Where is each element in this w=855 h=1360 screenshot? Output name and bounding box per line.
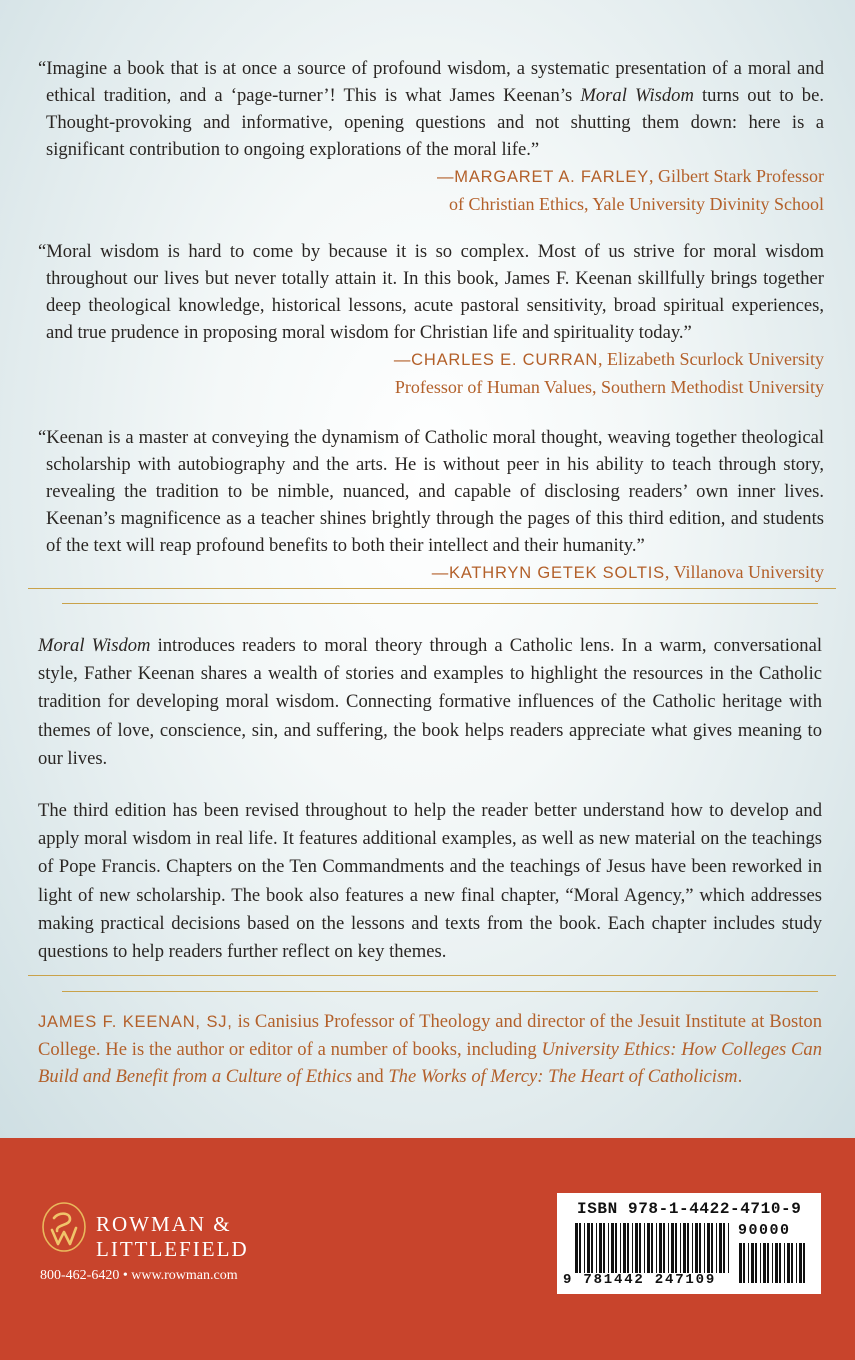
endorser-title-cont: Professor of Human Values, Southern Methodist University xyxy=(394,377,824,397)
barcode-bar xyxy=(599,1223,602,1273)
ean-number: 9 781442 247109 xyxy=(563,1272,717,1288)
barcode-bar xyxy=(739,1243,742,1283)
endorser-name: —KATHRYN GETEK SOLTIS xyxy=(431,564,665,582)
divider-rule xyxy=(28,975,836,976)
barcode-bar xyxy=(683,1223,686,1273)
barcode-bar xyxy=(743,1243,745,1283)
barcode-bar xyxy=(623,1223,626,1273)
barcode-bar xyxy=(596,1223,597,1273)
barcode-bar xyxy=(711,1223,713,1273)
barcode-bar xyxy=(659,1223,662,1273)
price-addon-code: 90000 xyxy=(738,1222,791,1239)
barcode-bar xyxy=(620,1223,621,1273)
barcode-bar xyxy=(635,1223,638,1273)
barcode-bar xyxy=(668,1223,669,1273)
author-name: JAMES F. KEENAN, SJ, xyxy=(38,1013,233,1031)
barcode-bar xyxy=(695,1223,698,1273)
endorser-name: —MARGARET A. FARLEY xyxy=(436,168,650,186)
endorsement-2 xyxy=(38,238,824,401)
endorsement-1 xyxy=(38,55,824,218)
barcode-bar xyxy=(615,1223,617,1273)
barcode-bar xyxy=(584,1223,585,1273)
barcode-bar xyxy=(755,1243,757,1283)
book-description xyxy=(38,632,822,966)
barcode-bar xyxy=(647,1223,650,1273)
barcode-bar xyxy=(639,1223,641,1273)
barcode-bar xyxy=(772,1243,773,1283)
barcode-bar xyxy=(603,1223,605,1273)
barcode-bar xyxy=(719,1223,722,1273)
endorsement-quote: “Imagine a book that is at once a source of profound wisdom, a systematic presentation of a moral and ethical tradition, and a ‘page-turner’! This is what James Keenan’s Moral Wisdom turns out to be. Thought-provoking and informative, opening questions and not shutting them down: here is a significant contribution to ongoing explorations of the moral life.” xyxy=(38,58,824,160)
barcode-bar xyxy=(803,1243,805,1283)
rowman-littlefield-monogram-icon xyxy=(40,1200,88,1254)
endorsement-quote: “Keenan is a master at conveying the dynamism of Catholic moral thought, weaving together theological scholarship with autobiography and the arts. He is without peer in his ability to teach through story, revealing the tradition to be nimble, nuanced, and capable of disclosing readers’ own inner lives. Keenan’s magnificence as a teacher shines brightly through the pages of this third edition, and students of the text will reap profound benefits to both their intellect and their humanity.” xyxy=(38,427,824,556)
barcode-bar xyxy=(680,1223,681,1273)
book-title: University Ethics: How Colleges Can Build and Benefit from a Culture of Ethics xyxy=(38,1039,823,1087)
barcode-bar xyxy=(728,1223,729,1273)
barcode-bar xyxy=(760,1243,761,1283)
publisher-name: ROWMAN & LITTLEFIELD xyxy=(96,1212,249,1261)
endorser-title: , Elizabeth Scurlock University xyxy=(598,349,824,369)
barcode-bar xyxy=(751,1243,754,1283)
barcode-bar xyxy=(707,1223,710,1273)
endorsement-attribution xyxy=(38,346,824,401)
book-title: The Works of Mercy: The Heart of Catholicism xyxy=(388,1066,738,1087)
barcode-bar xyxy=(723,1223,725,1273)
endorsement-attribution xyxy=(38,559,824,587)
barcode-bar xyxy=(656,1223,657,1273)
endorsement-3 xyxy=(38,424,824,587)
barcode-bar xyxy=(775,1243,778,1283)
isbn-barcode xyxy=(557,1193,821,1294)
barcode-bar xyxy=(716,1223,717,1273)
barcode-bar xyxy=(791,1243,793,1283)
barcode-bar xyxy=(608,1223,609,1273)
description-paragraph-1: Moral Wisdom introduces readers to moral theory through a Catholic lens. In a warm, conversational style, Father Keenan shares a wealth of stories and examples to highlight the resources in the Catholic tradition for developing moral wisdom. Connecting formative influences of the Catholic heritage with themes of love, conscience, sin, and suffering, the book helps readers appreciate what gives meaning to our lives. xyxy=(38,635,822,769)
barcode-bar xyxy=(627,1223,629,1273)
barcode-bar xyxy=(692,1223,693,1273)
barcode-bar xyxy=(796,1243,797,1283)
barcode-bar xyxy=(671,1223,674,1273)
barcode-bar xyxy=(687,1223,689,1273)
publisher-contact: 800-462-6420 • www.rowman.com xyxy=(40,1268,238,1283)
barcode-bar xyxy=(611,1223,614,1273)
isbn-number: ISBN 978-1-4422-4710-9 xyxy=(577,1200,802,1218)
barcode-bar xyxy=(787,1243,790,1283)
barcode-bar xyxy=(644,1223,645,1273)
barcode-bar xyxy=(784,1243,785,1283)
barcode-bar xyxy=(579,1223,581,1273)
author-bio: JAMES F. KEENAN, SJ, is Canisius Professor of Theology and director of the Jesuit Institute at Boston College. He is the author or editor of a number of books, including University Ethics: How Colleges Can Build and Benefit from a Culture of Ethics and The Works of Mercy: The Heart of Catholicism. xyxy=(38,1011,823,1087)
divider-rule-inner xyxy=(62,603,818,604)
divider-rule-inner xyxy=(62,991,818,992)
barcode-bar xyxy=(699,1223,701,1273)
barcode-bar xyxy=(799,1243,802,1283)
endorser-title: , Villanova University xyxy=(664,562,824,582)
endorsement-quote: “Moral wisdom is hard to come by because it is so complex. Most of us strive for moral wisdom throughout our lives but never totally attain it. In this book, James F. Keenan skillfully brings together deep theological knowledge, historical lessons, acute pastoral sensitivity, broad spiritual experiences, and true prudence in proposing moral wisdom for Christian life and spirituality today.” xyxy=(38,241,824,343)
barcode-bar xyxy=(632,1223,633,1273)
barcode-bar xyxy=(575,1223,578,1273)
barcode-bar xyxy=(587,1223,590,1273)
barcode-bar xyxy=(704,1223,705,1273)
barcode-bar xyxy=(748,1243,749,1283)
barcode-bar xyxy=(663,1223,665,1273)
barcode-bar xyxy=(591,1223,593,1273)
endorser-title-cont: of Christian Ethics, Yale University Divinity School xyxy=(449,194,824,214)
barcode-bar xyxy=(779,1243,781,1283)
barcode-bar xyxy=(675,1223,677,1273)
endorsement-attribution xyxy=(38,163,824,218)
divider-rule xyxy=(28,588,836,589)
barcode-bar xyxy=(651,1223,653,1273)
endorser-name: —CHARLES E. CURRAN xyxy=(393,351,599,369)
barcode-bar xyxy=(767,1243,769,1283)
description-paragraph-2: The third edition has been revised throughout to help the reader better understand how to develop and apply moral wisdom in real life. It features additional examples, as well as new material on the teachings of Pope Francis. Chapters on the Ten Commandments and the teachings of Jesus have been reworked in light of new scholarship. The book also features a new final chapter, “Moral Agency,” which addresses making practical decisions based on the lessons and texts from the book. Each chapter includes study questions to help readers further reflect on key themes. xyxy=(38,800,822,963)
barcode-bar xyxy=(763,1243,766,1283)
endorser-title: , Gilbert Stark Professor xyxy=(649,166,824,186)
